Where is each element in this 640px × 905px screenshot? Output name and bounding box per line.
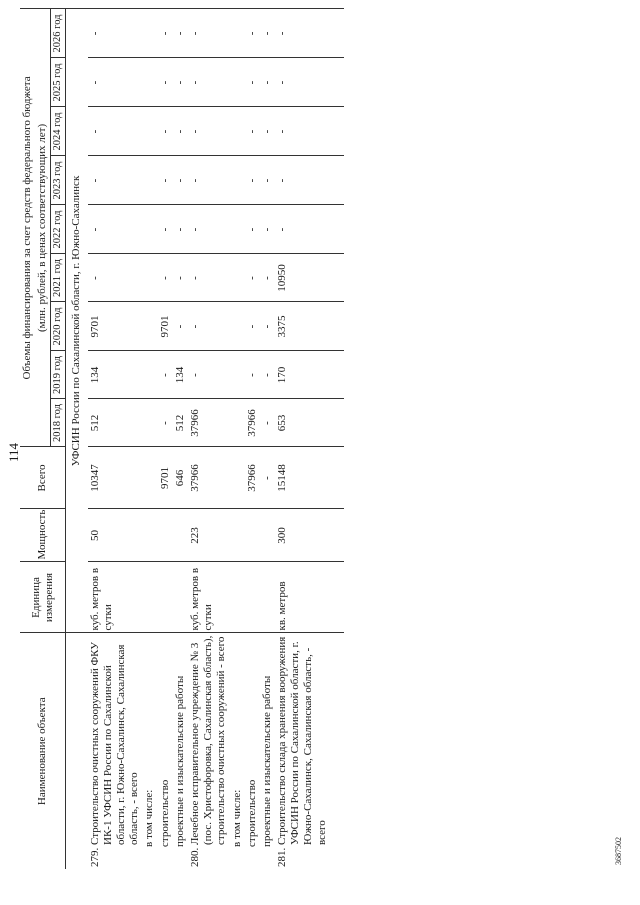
table-row (88, 9, 143, 869)
year-cell: - (158, 254, 173, 302)
year-cell: 9701 (88, 302, 143, 351)
year-cell: - (260, 156, 275, 205)
year-cell: - (173, 156, 188, 205)
year-cell: - (275, 107, 330, 156)
total-cell: - (260, 447, 275, 509)
capacity-cell: 223 (188, 509, 230, 562)
header-funding: Объемы финансирования за счет средств федерального бюджета (20, 9, 35, 447)
year-cell: - (173, 302, 188, 351)
year-cell: - (245, 58, 260, 107)
year-cell: - (158, 351, 173, 399)
header-total: Всего (20, 447, 66, 509)
unit-cell: куб. метров в сутки (188, 562, 230, 633)
year-cell: - (275, 205, 330, 254)
year-cell: - (173, 254, 188, 302)
year-cell: 653 (275, 399, 330, 447)
header-year: 2021 год (51, 254, 66, 302)
object-name: проектные и изыскательские работы (260, 633, 275, 869)
year-cell: - (88, 9, 143, 58)
year-cell: - (88, 254, 143, 302)
year-cell: 10950 (275, 254, 330, 302)
year-cell: 134 (88, 351, 143, 399)
capacity-cell: 300 (275, 509, 330, 562)
unit-cell: кв. метров (275, 562, 330, 633)
row-number: 279. (88, 847, 101, 867)
table-row (245, 9, 260, 869)
header-year: 2024 год (51, 107, 66, 156)
year-cell: - (158, 9, 173, 58)
header-year: 2023 год (51, 156, 66, 205)
year-cell: - (188, 156, 230, 205)
header-year: 2019 год (51, 351, 66, 399)
year-cell: - (245, 351, 260, 399)
year-cell: - (88, 205, 143, 254)
header-unit: Единица измерения (20, 562, 66, 633)
table-row (260, 9, 275, 869)
year-cell: - (245, 156, 260, 205)
year-cell: - (158, 399, 173, 447)
year-cell: 512 (173, 399, 188, 447)
header-name: Наименование объекта (20, 633, 66, 869)
including-label: в том числе: (230, 633, 245, 869)
year-cell: - (275, 9, 330, 58)
document-code: 3687502 (614, 837, 623, 865)
total-cell: 10347 (88, 447, 143, 509)
table-row (142, 9, 157, 869)
year-cell: - (158, 205, 173, 254)
capacity-cell: 50 (88, 509, 143, 562)
year-cell: - (260, 205, 275, 254)
year-cell: - (260, 254, 275, 302)
year-cell: - (173, 58, 188, 107)
object-name: проектные и изыскательские работы (173, 633, 188, 869)
year-cell: - (173, 9, 188, 58)
year-cell: - (275, 58, 330, 107)
total-cell: 37966 (245, 447, 260, 509)
year-cell: - (245, 205, 260, 254)
total-cell: 15148 (275, 447, 330, 509)
table-row (230, 9, 245, 869)
header-year: 2025 год (51, 58, 66, 107)
section-row (66, 9, 88, 869)
year-cell: 37966 (188, 399, 230, 447)
year-cell: - (188, 205, 230, 254)
section-title: УФСИН России по Сахалинской области, г. Южно-Сахалинск (66, 9, 88, 633)
year-cell: 37966 (245, 399, 260, 447)
year-cell: - (245, 302, 260, 351)
year-cell: - (88, 58, 143, 107)
table-row (275, 9, 330, 869)
year-cell: - (260, 9, 275, 58)
total-cell: 646 (173, 447, 188, 509)
year-cell: 134 (173, 351, 188, 399)
including-label: в том числе: (142, 633, 157, 869)
year-cell: 3375 (275, 302, 330, 351)
page-number: 114 (6, 442, 21, 463)
object-name: строительство (245, 633, 260, 869)
table-row (173, 9, 188, 869)
header-year: 2026 год (51, 9, 66, 58)
year-cell: - (188, 58, 230, 107)
year-cell: - (158, 156, 173, 205)
year-cell: 9701 (158, 302, 173, 351)
year-cell: - (188, 107, 230, 156)
year-cell: - (88, 107, 143, 156)
unit-cell: куб. метров в сутки (88, 562, 143, 633)
year-cell: - (173, 107, 188, 156)
year-cell: - (245, 9, 260, 58)
row-number: 281. (276, 847, 289, 867)
year-cell: - (260, 58, 275, 107)
year-cell: - (188, 254, 230, 302)
object-name: Строительство склада хранения вооружения УФСИН России по Сахалинской области, г. Южно-Сахалинск, Сахалинская область, - всего (276, 636, 328, 845)
year-cell: - (158, 107, 173, 156)
year-cell: - (260, 351, 275, 399)
header-funding-units: (млн. рублей, в ценах соответствующих лет) (35, 9, 51, 447)
header-capacity: Мощность (20, 509, 66, 562)
header-year: 2020 год (51, 302, 66, 351)
table-row (188, 9, 230, 869)
header-year: 2018 год (51, 399, 66, 447)
year-cell: - (245, 254, 260, 302)
year-cell: - (260, 399, 275, 447)
object-name: строительство (158, 633, 173, 869)
year-cell: - (188, 302, 230, 351)
year-cell: - (173, 205, 188, 254)
header-year: 2022 год (51, 205, 66, 254)
year-cell: - (260, 107, 275, 156)
year-cell: - (88, 156, 143, 205)
year-cell: 512 (88, 399, 143, 447)
object-name: Лечебное исправительное учреждение № 3 (пос. Христофоровка, Сахалинская область), строительство очистных сооружений - всего (188, 635, 228, 845)
year-cell: - (245, 107, 260, 156)
object-name: Строительство очистных сооружений ФКУ ИК-1 УФСИН России по Сахалинской области, г. Южно-Сахалинск, Сахалинская область, - всего (88, 641, 141, 845)
year-cell: - (188, 351, 230, 399)
year-cell: - (188, 9, 230, 58)
year-cell: - (260, 302, 275, 351)
year-cell: - (158, 58, 173, 107)
year-cell: 170 (275, 351, 330, 399)
table-row (158, 9, 173, 869)
total-cell: 37966 (188, 447, 230, 509)
total-cell: 9701 (158, 447, 173, 509)
year-cell: - (275, 156, 330, 205)
row-number: 280. (188, 847, 201, 867)
funding-table (20, 8, 344, 869)
